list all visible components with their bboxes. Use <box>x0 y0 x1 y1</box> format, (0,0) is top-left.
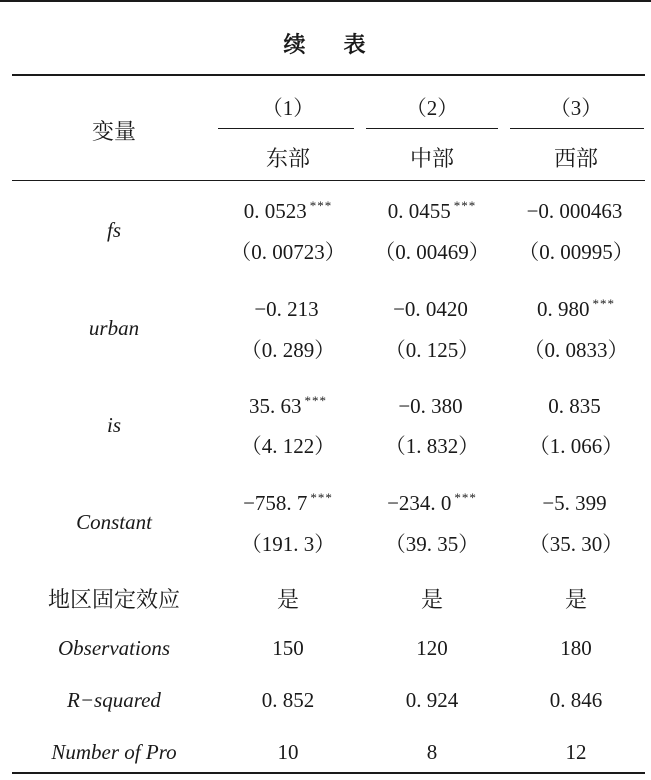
footer-value: 0. 852 <box>261 688 315 712</box>
header-col-num-2: （2） <box>405 96 459 120</box>
coef-value: −758. 7 <box>243 491 308 515</box>
std-error-cell: （0. 00469） <box>374 240 490 264</box>
significance-stars: *** <box>454 490 477 505</box>
top-border <box>0 0 651 2</box>
row-var-urban: urban <box>88 316 140 340</box>
std-error-cell: （0. 00995） <box>518 240 634 264</box>
coef-value: 0. 980 <box>537 297 590 321</box>
footer-value: 120 <box>416 636 448 660</box>
coef-cell <box>506 393 646 419</box>
row-var-fs: fs <box>106 218 121 242</box>
significance-stars: *** <box>304 393 327 408</box>
coef-cell <box>362 198 502 224</box>
coef-cell <box>362 490 502 516</box>
header-bottom-rule <box>12 180 645 181</box>
std-error-cell: （0. 125） <box>384 338 480 362</box>
significance-stars: *** <box>592 296 615 311</box>
significance-stars: *** <box>453 198 477 213</box>
footer-label-r-squared: R−squared <box>67 688 161 712</box>
coef-value: 0. 835 <box>548 394 601 418</box>
footer-value: 是 <box>276 588 299 613</box>
coef-value: −0. 0420 <box>393 297 468 321</box>
header-col-num-1: （1） <box>261 96 315 120</box>
row-var-is: is <box>106 413 121 437</box>
table-bottom-rule <box>12 772 645 774</box>
coef-cell <box>506 490 646 516</box>
significance-stars: *** <box>309 198 333 213</box>
footer-value: 150 <box>272 636 304 660</box>
std-error-cell: （39. 35） <box>384 532 480 556</box>
header-variable-label: 变量 <box>91 120 136 145</box>
title-char-1: 续 <box>283 33 308 58</box>
std-error-cell: （35. 30） <box>528 532 624 556</box>
footer-label-number-of-pro: Number of Pro <box>51 740 177 764</box>
title-char-2: 表 <box>343 33 368 58</box>
header-col-name-2: 中部 <box>409 147 454 172</box>
std-error-cell: （191. 3） <box>240 532 336 556</box>
footer-label-region-fe: 地区固定效应 <box>47 588 180 613</box>
std-error-cell: （1. 832） <box>384 434 480 458</box>
footer-value: 是 <box>564 588 587 613</box>
std-error-cell: （0. 00723） <box>230 240 346 264</box>
std-error-cell: （4. 122） <box>240 434 336 458</box>
footer-value: 8 <box>426 740 438 764</box>
coef-cell <box>218 393 358 419</box>
footer-value: 0. 924 <box>405 688 459 712</box>
significance-stars: *** <box>310 490 333 505</box>
coef-value: 0. 0455 <box>387 199 451 223</box>
coef-value: −0. 000463 <box>526 199 623 223</box>
coef-value: 35. 63 <box>249 394 302 418</box>
coef-value: −0. 380 <box>398 394 463 418</box>
coef-value: −234. 0 <box>387 491 452 515</box>
header-underline-3 <box>510 128 644 129</box>
header-col-name-3: 西部 <box>553 147 598 172</box>
coef-cell <box>218 198 358 224</box>
footer-value: 180 <box>560 636 592 660</box>
coef-value: −5. 399 <box>542 491 607 515</box>
std-error-cell: （0. 289） <box>240 338 336 362</box>
std-error-cell: （1. 066） <box>528 434 624 458</box>
footer-value: 是 <box>420 588 443 613</box>
coef-cell <box>218 296 358 322</box>
header-underline-1 <box>218 128 354 129</box>
row-var-constant: Constant <box>76 510 152 534</box>
footer-value: 0. 846 <box>549 688 603 712</box>
header-underline-2 <box>366 128 498 129</box>
coef-cell <box>362 393 502 419</box>
coef-value: −0. 213 <box>254 297 319 321</box>
footer-value: 12 <box>565 740 587 764</box>
header-col-num-3: （3） <box>549 96 603 120</box>
coef-cell <box>506 296 646 322</box>
footer-label-observations: Observations <box>58 636 170 660</box>
std-error-cell: （0. 0833） <box>523 338 629 362</box>
table-top-rule <box>12 74 645 76</box>
coef-value: 0. 0523 <box>243 199 307 223</box>
coef-cell <box>218 490 358 516</box>
footer-value: 10 <box>277 740 299 764</box>
table-title <box>0 28 651 59</box>
header-col-name-1: 东部 <box>265 147 310 172</box>
coef-cell <box>362 296 502 322</box>
coef-cell <box>506 198 646 224</box>
